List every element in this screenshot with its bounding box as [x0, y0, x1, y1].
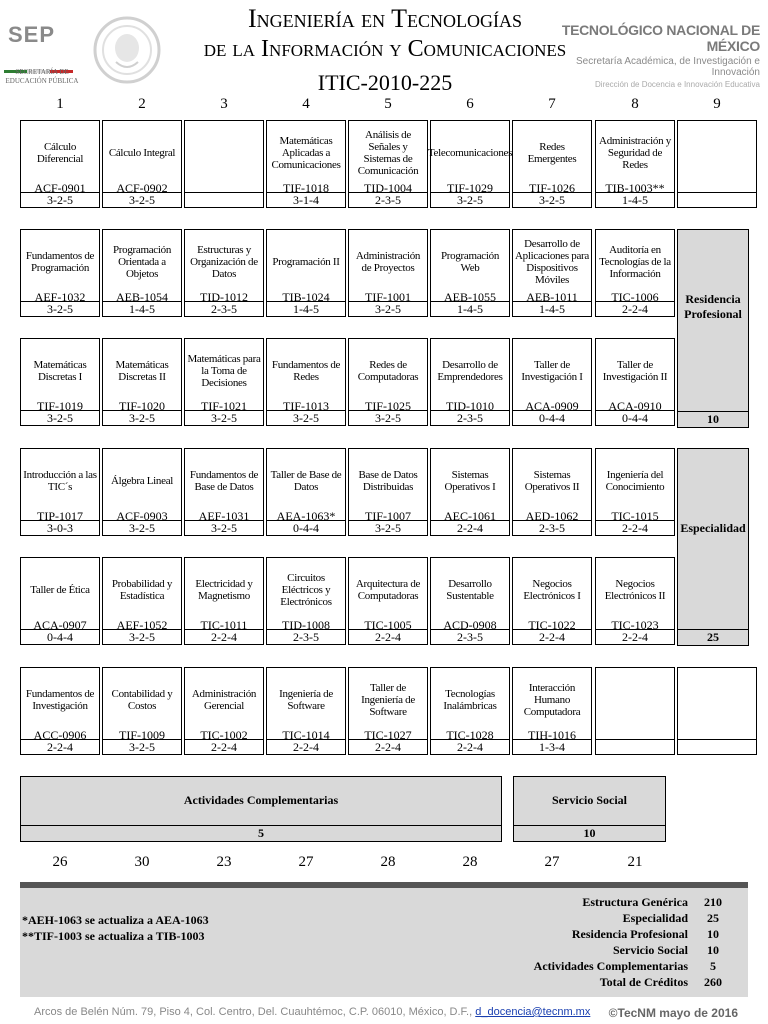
course-name: Auditoría en Tecnologías de la Información: [599, 244, 671, 280]
especialidad-label: Especialidad: [680, 521, 746, 535]
course-name: Desarrollo de Emprendedores: [437, 359, 503, 383]
actividades-complementarias-block: [20, 776, 502, 842]
course-credits: [678, 192, 756, 207]
semester-number: 1: [56, 96, 64, 112]
course-code: TID-1008: [282, 618, 330, 632]
course-card: [266, 448, 346, 536]
course-credits: 1-4-5: [596, 192, 674, 207]
course-name: Desarrollo Sustentable: [446, 578, 494, 602]
course-name: Redes de Computadoras: [357, 359, 419, 383]
course-name: Álgebra Lineal: [110, 475, 174, 487]
semester-credit-total: 21: [627, 854, 643, 870]
course-credits: 2-2-4: [513, 629, 591, 644]
course-card: [102, 338, 182, 426]
course-card: [348, 448, 428, 536]
course-name: Estructuras y Organización de Datos: [190, 244, 258, 280]
course-code: TIB-1003**: [605, 181, 665, 195]
course-name: Matemáticas Discretas II: [115, 359, 169, 383]
course-card: [512, 557, 592, 645]
course-name: Probabilidad y Estadística: [111, 578, 173, 602]
course-code: TID-1010: [446, 399, 494, 413]
course-code: TIF-1029: [447, 181, 493, 195]
totals-row: [534, 974, 738, 990]
course-code: ACF-0901: [34, 181, 86, 195]
tecnm-name: TECNOLÓGICO NACIONAL DE MÉXICO: [561, 22, 760, 54]
course-code: AEF-1031: [198, 509, 250, 523]
course-name: [187, 123, 261, 183]
course-code: TID-1012: [200, 290, 248, 304]
sep-logo-bars: [4, 60, 74, 64]
course-name: Fundamentos de Investigación: [25, 688, 95, 712]
semester-number: 5: [384, 96, 392, 112]
totals-value: 10: [707, 943, 719, 957]
course-card: [348, 667, 428, 755]
course-card: [20, 229, 100, 317]
course-card: [430, 338, 510, 426]
course-code: TIF-1019: [37, 399, 83, 413]
totals-value: 25: [707, 911, 719, 925]
copyright: ©TecNM mayo de 2016: [608, 1006, 738, 1020]
course-name: Redes Emergentes: [527, 141, 577, 165]
course-code: ACF-0903: [116, 509, 168, 523]
totals-value: 5: [710, 959, 716, 973]
course-name: Taller de Ingeniería de Software: [361, 682, 415, 718]
course-card: [102, 557, 182, 645]
totals-value: 210: [704, 895, 722, 909]
course-credits: [678, 739, 756, 754]
course-code: TIF-1021: [201, 399, 247, 413]
course-card: [184, 667, 264, 755]
course-credits: 2-3-5: [431, 629, 509, 644]
course-credits: 2-2-4: [349, 739, 427, 754]
course-name: Taller de Base de Datos: [270, 469, 342, 493]
course-name: Interacción Humano Computadora: [523, 682, 581, 718]
footnote: *AEH-1063 se actualiza a AEA-1063: [22, 913, 209, 927]
course-code: AEF-1052: [116, 618, 168, 632]
course-credits: 3-2-5: [185, 410, 263, 425]
credits-summary: [20, 882, 748, 997]
course-name: Arquitectura de Computadoras: [355, 578, 421, 602]
course-name: Negocios Electrónicos I: [523, 578, 581, 602]
course-credits: 2-2-4: [267, 739, 345, 754]
semester-number: 3: [220, 96, 228, 112]
semester-number: 2: [138, 96, 146, 112]
totals-row: [534, 958, 738, 974]
course-code: TIP-1017: [37, 509, 83, 523]
course-credits: 1-4-5: [267, 301, 345, 316]
semester-credit-total: 26: [52, 854, 68, 870]
course-credits: 2-2-4: [431, 520, 509, 535]
course-name: Taller de Ética: [30, 584, 90, 596]
course-card: [266, 557, 346, 645]
totals-value: 260: [704, 975, 722, 989]
mexico-seal-icon: [92, 12, 162, 90]
course-name: Base de Datos Distribuidas: [358, 469, 418, 493]
course-credits: 2-2-4: [431, 739, 509, 754]
course-name: Electricidad y Magnetismo: [195, 578, 253, 602]
course-code: TIC-1022: [528, 618, 576, 632]
course-card: [595, 120, 675, 208]
course-name: Matemáticas para la Toma de Decisiones: [187, 353, 261, 389]
course-code: TIC-1027: [364, 728, 412, 742]
course-card: [102, 120, 182, 208]
course-code: ACA-0910: [608, 399, 662, 413]
course-credits: 3-2-5: [21, 301, 99, 316]
semester-credit-total: 23: [216, 854, 232, 870]
footnote: **TIF-1003 se actualiza a TIB-1003: [22, 929, 205, 943]
course-code: TIF-1026: [529, 181, 575, 195]
course-name: Desarrollo de Aplicaciones para Dispositivos Móviles: [515, 238, 590, 286]
course-card: [512, 229, 592, 317]
course-card: [427, 120, 513, 208]
course-code: TIC-1011: [200, 618, 248, 632]
sep-logo-text: SEP: [8, 22, 56, 47]
totals-label: Residencia Profesional: [571, 927, 688, 941]
course-card: [512, 448, 592, 536]
course-code: ACF-0902: [116, 181, 168, 195]
residencia-label: Residencia Profesional: [684, 292, 742, 321]
course-credits: 3-0-3: [21, 520, 99, 535]
course-credits: 3-2-5: [103, 739, 181, 754]
course-credits: 2-2-4: [185, 739, 263, 754]
semester-number: 4: [302, 96, 310, 112]
course-name: [680, 123, 754, 183]
course-credits: 3-2-5: [513, 192, 591, 207]
course-name: Administración y Seguridad de Redes: [599, 135, 671, 171]
residencia-profesional-block: [677, 229, 749, 428]
address-text: Arcos de Belén Núm. 79, Piso 4, Col. Centro, Del. Cuauhtémoc, C.P. 06010, México, D.F.,: [34, 1006, 473, 1018]
semester-credit-total: 28: [462, 854, 478, 870]
course-card: [184, 229, 264, 317]
totals-label: Actividades Complementarias: [533, 959, 688, 973]
totals-label: Estructura Genérica: [582, 895, 688, 909]
course-code: AEC-1061: [444, 509, 496, 523]
course-card: [184, 557, 264, 645]
course-credits: 1-4-5: [513, 301, 591, 316]
footer-address: [34, 1006, 590, 1018]
course-credits: 3-2-5: [103, 192, 181, 207]
semester-credit-total: 28: [380, 854, 396, 870]
course-code: ACA-0909: [525, 399, 579, 413]
course-credits: 3-2-5: [349, 410, 427, 425]
course-name: Análisis de Señales y Sistemas de Comunicación: [357, 129, 419, 177]
course-name: Ingeniería de Software: [279, 688, 333, 712]
course-credits: 1-4-5: [431, 301, 509, 316]
course-card: [266, 120, 346, 208]
course-code: AED-1062: [525, 509, 579, 523]
program-code: ITIC-2010-225: [317, 70, 453, 95]
totals-value: 10: [707, 927, 719, 941]
course-name: Sistemas Operativos II: [524, 469, 580, 493]
course-name: Negocios Electrónicos II: [604, 578, 666, 602]
empty-course-slot: [677, 667, 757, 755]
course-code: TIC-1014: [282, 728, 330, 742]
residencia-credits: 10: [678, 411, 748, 427]
course-credits: 1-4-5: [103, 301, 181, 316]
course-code: AEA-1063*: [276, 509, 336, 523]
tecnm-logo: [560, 22, 760, 89]
course-name: Ingeniería del Conocimiento: [605, 469, 665, 493]
course-name: Fundamentos de Redes: [271, 359, 341, 383]
course-card: [102, 667, 182, 755]
course-code: ACA-0907: [33, 618, 87, 632]
course-credits: 2-2-4: [21, 739, 99, 754]
course-credits: 3-2-5: [349, 520, 427, 535]
course-credits: 2-3-5: [267, 629, 345, 644]
course-name: Programación Orientada a Objetos: [112, 244, 172, 280]
course-credits: 3-2-5: [21, 192, 99, 207]
servicio-social-block: [513, 776, 666, 842]
course-card: [20, 338, 100, 426]
totals-label: Especialidad: [622, 911, 688, 925]
course-credits: 0-4-4: [513, 410, 591, 425]
course-credits: 3-1-4: [267, 192, 345, 207]
totals-row: [534, 894, 738, 910]
course-code: TIF-1018: [283, 181, 329, 195]
course-name: Matemáticas Aplicadas a Comunicaciones: [271, 135, 341, 171]
especialidad-block: [677, 448, 749, 646]
course-code: TIF-1007: [365, 509, 411, 523]
email-link[interactable]: d_docencia@tecnm.mx: [475, 1006, 591, 1018]
servicio-label: Servicio Social: [552, 793, 627, 807]
course-credits: 3-2-5: [185, 520, 263, 535]
course-card: [20, 557, 100, 645]
totals-row: [534, 942, 738, 958]
course-credits: 2-3-5: [513, 520, 591, 535]
course-credits: 2-2-4: [596, 520, 674, 535]
course-code: TID-1004: [364, 181, 412, 195]
course-credits: 2-2-4: [185, 629, 263, 644]
totals-row: [534, 926, 738, 942]
course-code: TIC-1002: [200, 728, 248, 742]
especialidad-credits: 25: [678, 629, 748, 645]
course-code: AEF-1032: [34, 290, 86, 304]
course-credits: 2-3-5: [431, 410, 509, 425]
course-name: Sistemas Operativos I: [444, 469, 496, 493]
course-card: [595, 557, 675, 645]
course-credits: 3-2-5: [21, 410, 99, 425]
course-name: Administración de Proyectos: [355, 250, 421, 274]
course-credits: 0-4-4: [267, 520, 345, 535]
course-code: TIB-1024: [282, 290, 330, 304]
course-name: [598, 670, 672, 730]
course-credits: 3-2-5: [103, 410, 181, 425]
course-credits: 0-4-4: [596, 410, 674, 425]
course-credits: [596, 739, 674, 754]
semester-number: 6: [466, 96, 474, 112]
sep-logo: [0, 18, 92, 88]
course-card: [348, 120, 428, 208]
course-name: Fundamentos de Programación: [25, 250, 95, 274]
course-code: TIF-1025: [365, 399, 411, 413]
empty-course-slot: [677, 120, 757, 208]
course-card: [184, 338, 264, 426]
course-code: TIF-1001: [365, 290, 411, 304]
course-code: TIF-1009: [119, 728, 165, 742]
course-card: [348, 557, 428, 645]
course-name: Administración Gerencial: [191, 688, 257, 712]
empty-course-slot: [184, 120, 264, 208]
course-name: Telecomunicaciones: [427, 147, 513, 159]
course-name: Programación Web: [440, 250, 500, 274]
totals-row: [534, 910, 738, 926]
course-credits: 2-3-5: [185, 301, 263, 316]
course-card: [20, 448, 100, 536]
course-name: Taller de Investigación I: [521, 359, 583, 383]
course-card: [430, 557, 510, 645]
course-card: [102, 229, 182, 317]
semester-credit-total: 30: [134, 854, 150, 870]
course-card: [266, 338, 346, 426]
course-credits: 2-2-4: [596, 301, 674, 316]
semester-number: 7: [548, 96, 556, 112]
course-name: Tecnologías Inalámbricas: [443, 688, 497, 712]
program-title-line2: de la Información y Comunicaciones: [203, 36, 567, 62]
footnotes: [22, 912, 209, 944]
course-code: TIC-1028: [446, 728, 494, 742]
course-name: Programación II: [272, 256, 340, 268]
course-credits: 3-2-5: [349, 301, 427, 316]
course-name: Cálculo Integral: [108, 147, 176, 159]
course-card: [184, 448, 264, 536]
course-code: TIH-1016: [528, 728, 576, 742]
course-card: [595, 338, 675, 426]
course-code: TIF-1013: [283, 399, 329, 413]
course-credits: 3-2-5: [267, 410, 345, 425]
actividades-label: Actividades Complementarias: [183, 793, 339, 807]
course-credits: 2-3-5: [349, 192, 427, 207]
course-card: [512, 120, 592, 208]
course-code: TIC-1005: [364, 618, 412, 632]
tecnm-subtitle2: Dirección de Docencia e Innovación Educativa: [595, 80, 760, 89]
course-name: Taller de Investigación II: [602, 359, 668, 383]
semester-credit-total: 27: [298, 854, 314, 870]
course-code: ACD-0908: [443, 618, 497, 632]
course-card: [20, 667, 100, 755]
semester-number: 8: [631, 96, 639, 112]
semester-number: 9: [713, 96, 721, 112]
course-credits: 2-2-4: [596, 629, 674, 644]
course-code: TIC-1006: [611, 290, 659, 304]
course-card: [430, 229, 510, 317]
course-name: Matemáticas Discretas I: [33, 359, 87, 383]
course-credits: 3-2-5: [103, 629, 181, 644]
course-card: [348, 229, 428, 317]
empty-course-slot: [595, 667, 675, 755]
course-card: [595, 229, 675, 317]
semester-credit-total: 27: [544, 854, 560, 870]
totals-label: Total de Créditos: [599, 975, 688, 989]
course-code: AEB-1011: [526, 290, 578, 304]
actividades-credits: 5: [21, 825, 501, 841]
course-name: Circuitos Eléctricos y Electrónicos: [280, 572, 332, 608]
course-name: Fundamentos de Base de Datos: [189, 469, 259, 493]
course-credits: [185, 192, 263, 207]
course-code: TIC-1015: [611, 509, 659, 523]
course-code: TIF-1020: [119, 399, 165, 413]
sep-logo-subtitle: SECRETARÍA DE EDUCACIÓN PÚBLICA: [5, 68, 79, 85]
course-credits: 3-2-5: [103, 520, 181, 535]
course-card: [595, 448, 675, 536]
tecnm-subtitle: Secretaría Académica, de Investigación e Innovación: [576, 56, 760, 78]
course-card: [20, 120, 100, 208]
course-code: ACC-0906: [33, 728, 87, 742]
course-code: TIC-1023: [611, 618, 659, 632]
course-card: [348, 338, 428, 426]
course-code: AEB-1055: [444, 290, 496, 304]
totals-table: [534, 894, 738, 990]
course-code: AEB-1054: [116, 290, 168, 304]
course-credits: 0-4-4: [21, 629, 99, 644]
course-credits: 2-2-4: [349, 629, 427, 644]
totals-label: Servicio Social: [613, 943, 688, 957]
course-name: Contabilidad y Costos: [111, 688, 173, 712]
course-name: [680, 670, 754, 730]
program-title-line1: Ingeniería en Tecnologías: [247, 4, 523, 33]
course-card: [512, 338, 592, 426]
course-name: Introducción a las TIC´s: [23, 469, 97, 493]
course-card: [266, 229, 346, 317]
course-credits: 1-3-4: [513, 739, 591, 754]
course-name: Cálculo Diferencial: [36, 141, 84, 165]
course-card: [430, 667, 510, 755]
course-card: [430, 448, 510, 536]
course-card: [102, 448, 182, 536]
course-card: [266, 667, 346, 755]
course-card: [512, 667, 592, 755]
course-credits: 3-2-5: [431, 192, 509, 207]
servicio-credits: 10: [514, 825, 665, 841]
